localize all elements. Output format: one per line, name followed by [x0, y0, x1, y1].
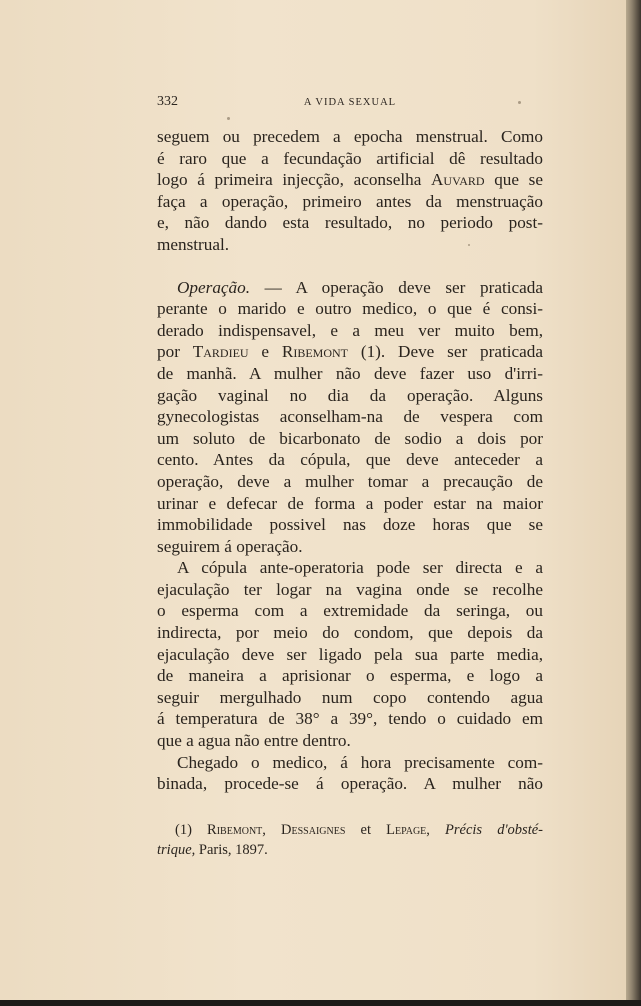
- running-head: [157, 94, 543, 110]
- page-number: 332: [157, 94, 178, 109]
- text-line: seguem ou precedem a epocha menstrual. Como: [157, 127, 543, 146]
- bottom-edge: [0, 1000, 641, 1006]
- paper-speck: [468, 244, 470, 246]
- footnote-author: Lepage,: [386, 822, 430, 838]
- text-line: [157, 341, 543, 363]
- text-line: menstrual.: [157, 234, 230, 254]
- text-line: faça a operação, primeiro antes da menstruação: [157, 191, 543, 211]
- paragraph-4: [157, 752, 543, 795]
- text-line: perante o marido e outro medico, o que é consi-: [157, 299, 543, 319]
- paragraph-3: [157, 557, 543, 751]
- text-line: que a agua não entre dentro.: [157, 731, 351, 751]
- text-line: á temperatura de 38° a 39°, tendo o cuidado em: [157, 709, 543, 729]
- running-title: A VIDA SEXUAL: [303, 97, 397, 108]
- paper-speck: [227, 117, 230, 120]
- footnote-marker: (1): [175, 822, 208, 838]
- footnote-line: [157, 820, 543, 840]
- text-span: por: [157, 342, 193, 362]
- body-text: [157, 126, 543, 795]
- author-name: Tardieu: [192, 342, 249, 362]
- text-line: e, não dando esta resultado, no periodo post-: [157, 213, 543, 233]
- text-line: operação, deve a mulher tomar a precaução de: [157, 471, 543, 491]
- paragraph-gap: [157, 256, 543, 277]
- section-heading: Operação.: [177, 277, 251, 297]
- text-line: urinar e defecar de forma a poder estar na maior: [157, 493, 543, 513]
- text-line: indirecta, por meio do condom, que depois da: [157, 623, 543, 643]
- text-line: de manhã. A mulher não deve fazer uso d'irri-: [157, 363, 543, 383]
- text-span: logo á primeira injecção, aconselha: [157, 170, 431, 190]
- footnote-authors: Ribemont, Dessaignes: [207, 822, 346, 838]
- text-line: Chegado o medico, á hora precisamente com-: [177, 752, 543, 772]
- text-line: gynecologistas aconselham-na de vespera com: [157, 407, 543, 427]
- footnote: [157, 820, 543, 860]
- paragraph-1: [157, 126, 543, 256]
- text-span: (1). Deve ser praticada: [348, 342, 543, 362]
- footnote-line: [157, 840, 543, 860]
- text-line: ejaculação deve ser ligado pela sua parte media,: [157, 644, 543, 664]
- paper-speck: [518, 101, 521, 104]
- text-line: seguirem á operação.: [157, 536, 303, 556]
- page-edge: [626, 0, 641, 1006]
- text-line: gação vaginal no dia da operação. Alguns: [157, 385, 543, 405]
- text-line: de maneira a aprisionar o esperma, e logo a: [157, 666, 543, 686]
- text-line: immobilidade possivel nas doze horas que se: [157, 515, 543, 535]
- text-span: que se: [484, 170, 543, 190]
- text-line: A cópula ante-operatoria pode ser directa e a: [177, 558, 543, 578]
- text-line: [157, 169, 543, 191]
- author-name: Auvard: [431, 170, 485, 190]
- text-span: e: [248, 342, 282, 362]
- author-name: Ribemont: [281, 342, 349, 362]
- text-line: binada, procede-se á operação. A mulher não: [157, 774, 543, 794]
- text-line: ejaculação ter logar na vagina onde se recolhe: [157, 579, 543, 599]
- footnote-title: trique,: [157, 842, 196, 858]
- footnote-place-year: Paris, 1897.: [195, 842, 268, 858]
- text-line: o esperma com a extremidade da seringa, ou: [157, 601, 543, 621]
- text-span: — A operação deve ser praticada: [250, 277, 543, 297]
- footnote-title: Précis d'obsté-: [445, 822, 543, 838]
- paragraph-2: [157, 277, 543, 558]
- text-line: cento. Antes da cópula, que deve anteceder a: [157, 450, 543, 470]
- text-line: um soluto de bicarbonato de sodio a dois por: [157, 428, 543, 448]
- text-line: seguir mergulhado num copo contendo agua: [157, 687, 543, 707]
- text-line: é raro que a fecundação artificial dê resultado: [157, 148, 543, 168]
- text-line: [157, 277, 543, 299]
- text-span: et: [345, 822, 387, 838]
- text-line: derado indispensavel, e a meu ver muito bem,: [157, 320, 543, 340]
